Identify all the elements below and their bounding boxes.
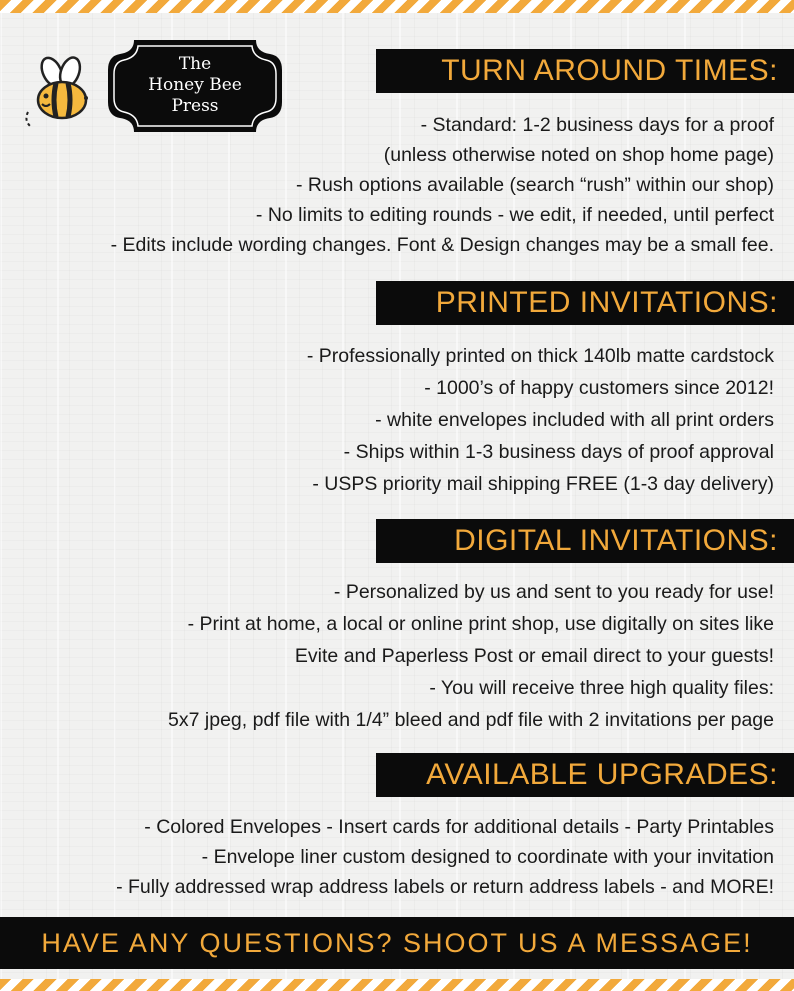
printed-invitations-list [0,340,774,500]
list-item: (unless otherwise noted on shop home page) [383,144,774,166]
available-upgrades-heading: AVAILABLE UPGRADES: [376,753,794,797]
list-item: Evite and Paperless Post or email direct to your guests! [294,645,774,667]
list-item: - You will receive three high quality files: [429,677,774,699]
list-item: - Professionally printed on thick 140lb matte cardstock [306,345,774,367]
list-item: - USPS priority mail shipping FREE (1-3 day delivery) [312,473,774,495]
contact-banner: HAVE ANY QUESTIONS? SHOOT US A MESSAGE! [0,917,794,969]
turnaround-times-heading: TURN AROUND TIMES: [376,49,794,93]
list-item: - Ships within 1-3 business days of proof approval [343,441,774,463]
list-item: - white envelopes included with all print orders [375,409,774,431]
list-item: - Envelope liner custom designed to coordinate with your invitation [201,846,774,868]
digital-invitations-heading: DIGITAL INVITATIONS: [376,519,794,563]
list-item: 5x7 jpeg, pdf file with 1/4” bleed and pdf file with 2 invitations per page [168,709,774,731]
list-item: - No limits to editing rounds - we edit, if needed, until perfect [255,204,774,226]
list-item: - Standard: 1-2 business days for a proof [420,114,774,136]
digital-invitations-list [0,576,774,736]
logo-line-2: Honey Bee [148,75,242,95]
logo-line-1: The [178,54,212,74]
list-item: - Colored Envelopes - Insert cards for additional details - Party Printables [144,816,774,838]
list-item: - 1000’s of happy customers since 2012! [424,377,774,399]
list-item: - Fully addressed wrap address labels or return address labels - and MORE! [116,876,774,898]
logo-text [104,54,286,117]
list-item: - Print at home, a local or online print shop, use digitally on sites like [187,613,774,635]
list-item: - Personalized by us and sent to you ready for use! [333,581,774,603]
bottom-stripe-border [0,979,794,991]
list-item: - Edits include wording changes. Font & Design changes may be a small fee. [110,234,774,256]
list-item: - Rush options available (search “rush” within our shop) [296,174,774,196]
turnaround-times-list [0,110,774,260]
available-upgrades-list [0,812,774,902]
top-stripe-border [0,0,794,13]
logo-line-3: Press [171,96,219,116]
printed-invitations-heading: PRINTED INVITATIONS: [376,281,794,325]
